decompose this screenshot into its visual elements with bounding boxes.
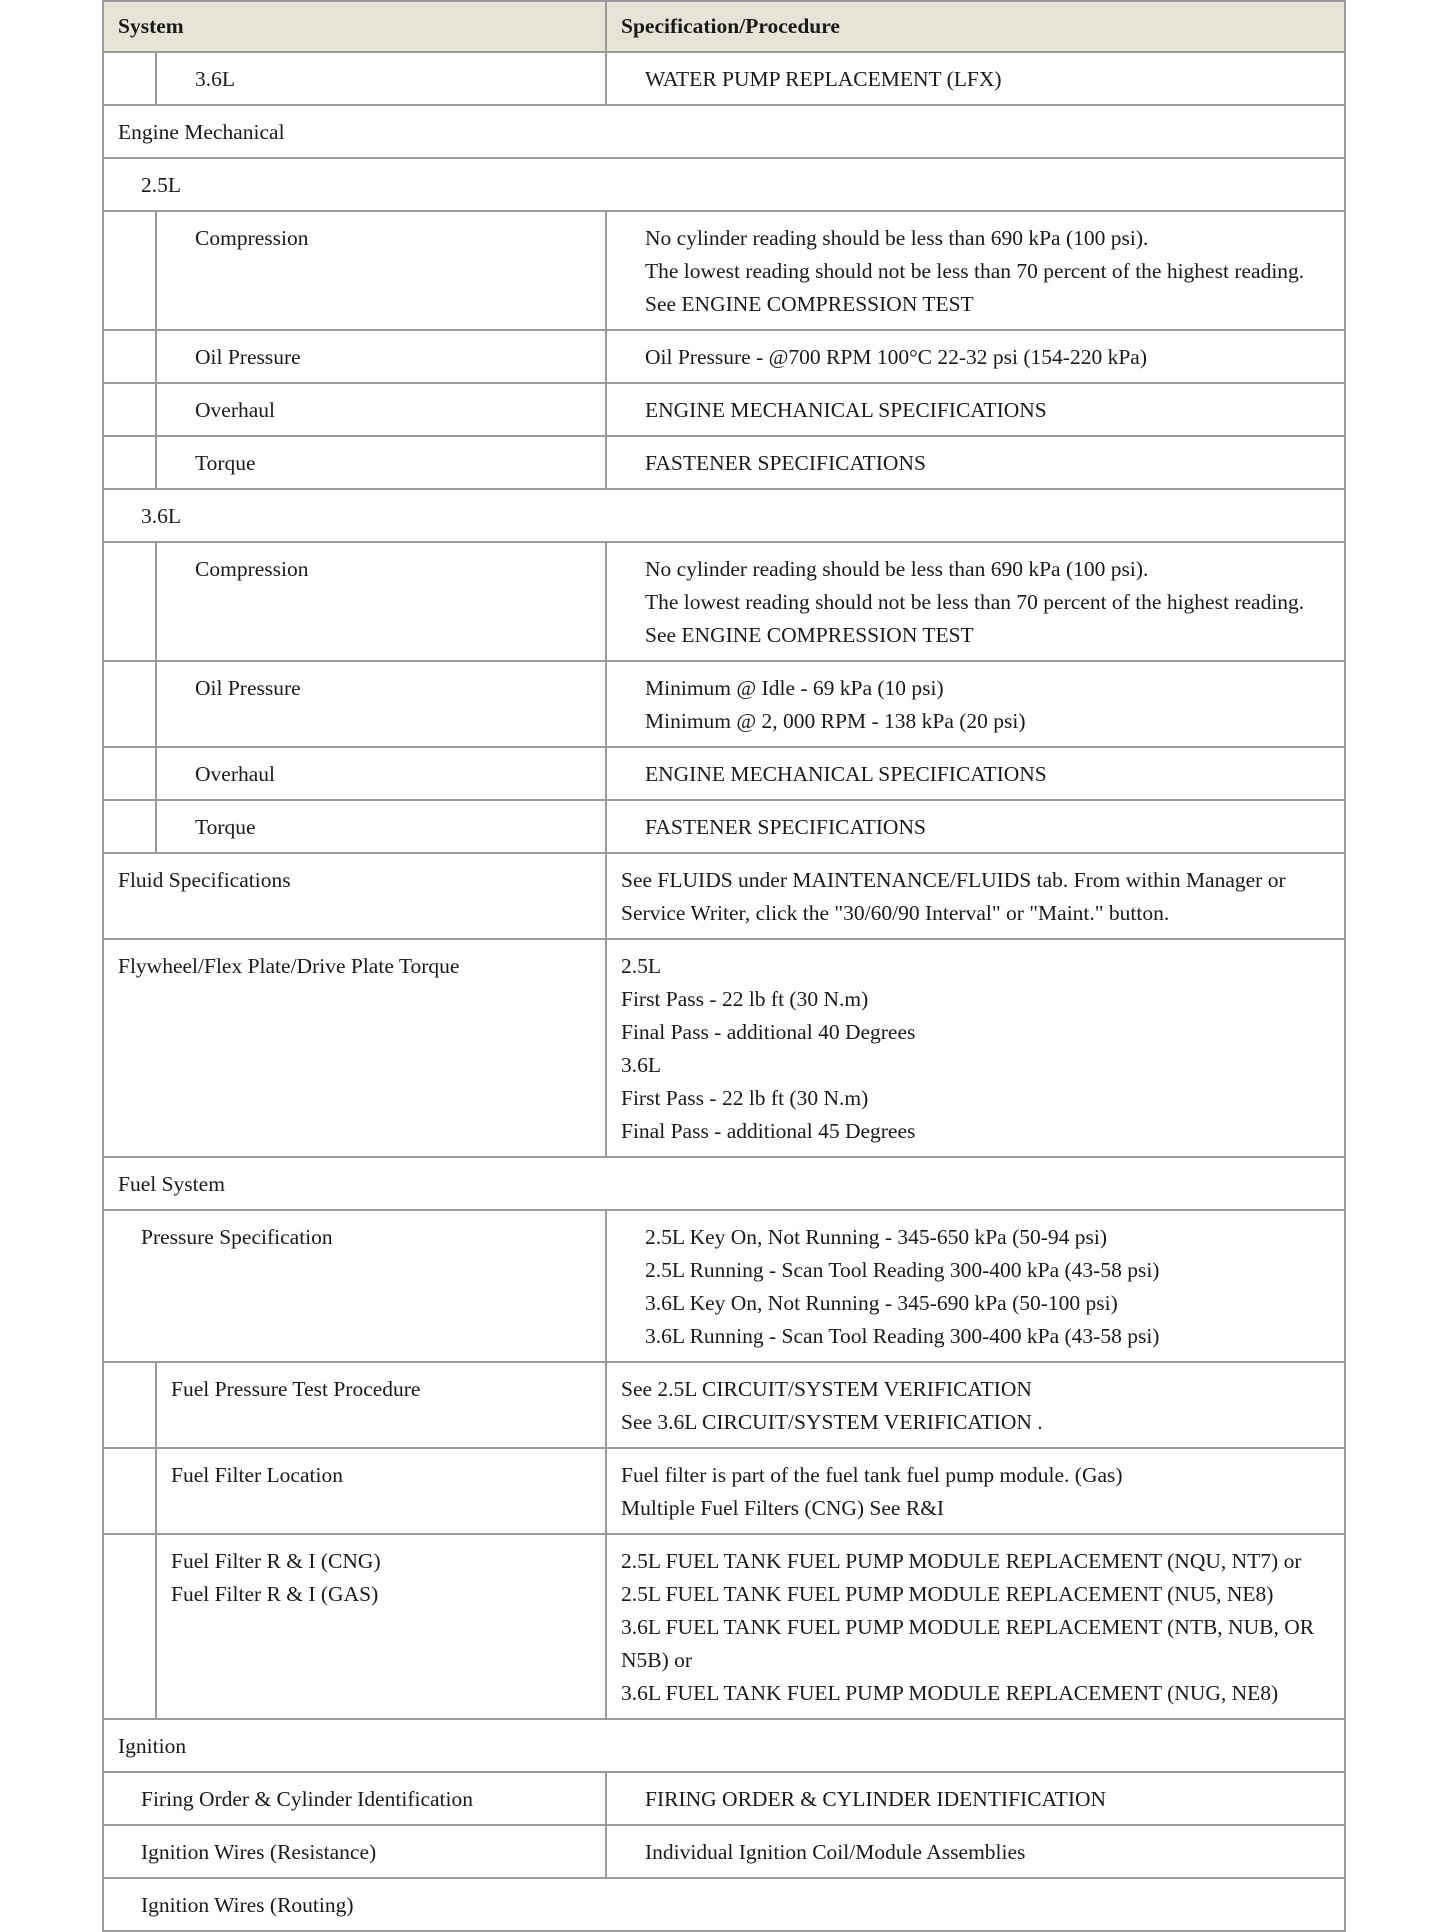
spec-cell — [606, 1534, 1345, 1719]
table-row — [103, 383, 1345, 436]
system-label — [156, 1534, 606, 1719]
spec-line: 3.6L — [621, 1053, 662, 1077]
spec-cell — [606, 1210, 1345, 1362]
system-label: Compression — [156, 542, 606, 661]
spec-cell — [606, 1362, 1345, 1448]
spec-line: Oil Pressure - @700 RPM 100°C 22-32 psi (154-220 kPa) — [645, 345, 1147, 369]
table-body — [103, 52, 1345, 1931]
system-label: Oil Pressure — [156, 330, 606, 383]
spec-cell — [606, 436, 1345, 489]
spec-line: ENGINE MECHANICAL SPECIFICATIONS — [645, 762, 1047, 786]
spec-cell — [606, 1825, 1345, 1878]
spec-line: 2.5L FUEL TANK FUEL PUMP MODULE REPLACEMENT (NQU, NT7) or — [621, 1549, 1302, 1573]
spec-line: 2.5L Running - Scan Tool Reading 300-400 kPa (43-58 psi) — [645, 1258, 1160, 1282]
spec-line: Minimum @ Idle - 69 kPa (10 psi) — [645, 676, 944, 700]
indent-cell — [103, 747, 156, 800]
table-row — [103, 1534, 1345, 1719]
spec-line: See 2.5L CIRCUIT/SYSTEM VERIFICATION — [621, 1377, 1032, 1401]
header-system: System — [103, 1, 606, 52]
section-label: Fuel System — [103, 1157, 1345, 1210]
spec-line: 3.6L FUEL TANK FUEL PUMP MODULE REPLACEMENT (NTB, NUB, OR — [621, 1615, 1315, 1639]
spec-line: WATER PUMP REPLACEMENT (LFX) — [645, 67, 1002, 91]
table-row — [103, 853, 1345, 939]
indent-cell — [103, 800, 156, 853]
table-row — [103, 542, 1345, 661]
spec-cell — [606, 211, 1345, 330]
indent-cell — [103, 1448, 156, 1534]
indent-cell — [103, 542, 156, 661]
spec-cell — [606, 800, 1345, 853]
spec-line: 3.6L Running - Scan Tool Reading 300-400 kPa (43-58 psi) — [645, 1324, 1160, 1348]
table-row — [103, 1878, 1345, 1931]
spec-line: 2.5L Key On, Not Running - 345-650 kPa (50-94 psi) — [645, 1225, 1108, 1249]
table-row — [103, 52, 1345, 105]
spec-line: FASTENER SPECIFICATIONS — [645, 815, 926, 839]
spec-line: Service Writer, click the "30/60/90 Interval" or "Maint." button. — [621, 901, 1170, 925]
system-label: Oil Pressure — [156, 661, 606, 747]
spec-cell — [606, 661, 1345, 747]
spec-line: First Pass - 22 lb ft (30 N.m) — [621, 987, 869, 1011]
system-label: Overhaul — [156, 747, 606, 800]
indent-cell — [103, 661, 156, 747]
spec-line: Fuel filter is part of the fuel tank fuel pump module. (Gas) — [621, 1463, 1123, 1487]
spec-line: 2.5L FUEL TANK FUEL PUMP MODULE REPLACEMENT (NU5, NE8) — [621, 1582, 1274, 1606]
section-label: Ignition — [103, 1719, 1345, 1772]
spec-cell — [606, 330, 1345, 383]
table-row — [103, 1210, 1345, 1362]
spec-line: 3.6L Key On, Not Running - 345-690 kPa (50-100 psi) — [645, 1291, 1118, 1315]
indent-cell — [103, 436, 156, 489]
spec-line: ENGINE MECHANICAL SPECIFICATIONS — [645, 398, 1047, 422]
system-label: Firing Order & Cylinder Identification — [103, 1772, 606, 1825]
system-label: Compression — [156, 211, 606, 330]
system-label: Fuel Pressure Test Procedure — [156, 1362, 606, 1448]
spec-line: First Pass - 22 lb ft (30 N.m) — [621, 1086, 869, 1110]
spec-line: The lowest reading should not be less than 70 percent of the highest reading. — [645, 259, 1305, 283]
indent-cell — [103, 330, 156, 383]
spec-cell — [606, 939, 1345, 1157]
table-row — [103, 939, 1345, 1157]
spec-cell — [606, 853, 1345, 939]
indent-cell — [103, 52, 156, 105]
table-row — [103, 800, 1345, 853]
spec-line: 2.5L — [621, 954, 662, 978]
table-row — [103, 1362, 1345, 1448]
spec-line: Fuel Filter R & I (GAS) — [171, 1582, 379, 1606]
system-label: Ignition Wires (Resistance) — [103, 1825, 606, 1878]
indent-cell — [103, 383, 156, 436]
table-row — [103, 158, 1345, 211]
table-row — [103, 330, 1345, 383]
system-label: Fluid Specifications — [103, 853, 606, 939]
spec-line: 3.6L FUEL TANK FUEL PUMP MODULE REPLACEMENT (NUG, NE8) — [621, 1681, 1279, 1705]
spec-cell — [606, 52, 1345, 105]
indent-cell — [103, 211, 156, 330]
group-label: 3.6L — [103, 489, 1345, 542]
table-row — [103, 489, 1345, 542]
table-row — [103, 1825, 1345, 1878]
table-row — [103, 1157, 1345, 1210]
spec-line: Minimum @ 2, 000 RPM - 138 kPa (20 psi) — [645, 709, 1026, 733]
spec-line: Fuel Filter R & I (CNG) — [171, 1549, 381, 1573]
spec-cell — [606, 1448, 1345, 1534]
table-row — [103, 747, 1345, 800]
spec-cell — [606, 383, 1345, 436]
specification-table — [102, 0, 1346, 1932]
indent-cell — [103, 1362, 156, 1448]
spec-line: See ENGINE COMPRESSION TEST — [645, 623, 974, 647]
spec-line: Individual Ignition Coil/Module Assemblies — [645, 1840, 1026, 1864]
system-label: Torque — [156, 800, 606, 853]
table-row — [103, 1719, 1345, 1772]
system-label: Fuel Filter Location — [156, 1448, 606, 1534]
spec-line: See ENGINE COMPRESSION TEST — [645, 292, 974, 316]
spec-line: See FLUIDS under MAINTENANCE/FLUIDS tab. From within Manager or — [621, 868, 1286, 892]
spec-line: No cylinder reading should be less than 690 kPa (100 psi). — [645, 226, 1149, 250]
system-label: Overhaul — [156, 383, 606, 436]
table-header-row — [103, 1, 1345, 52]
table-row — [103, 1772, 1345, 1825]
indent-cell — [103, 1534, 156, 1719]
spec-cell — [606, 1772, 1345, 1825]
system-label: Torque — [156, 436, 606, 489]
spec-line: FASTENER SPECIFICATIONS — [645, 451, 926, 475]
spec-line: Multiple Fuel Filters (CNG) See R&I — [621, 1496, 945, 1520]
table-row — [103, 105, 1345, 158]
spec-line: N5B) or — [621, 1648, 693, 1672]
table-row — [103, 436, 1345, 489]
group-label: Ignition Wires (Routing) — [103, 1878, 1345, 1931]
spec-line: See 3.6L CIRCUIT/SYSTEM VERIFICATION . — [621, 1410, 1043, 1434]
table-row — [103, 661, 1345, 747]
system-label: Flywheel/Flex Plate/Drive Plate Torque — [103, 939, 606, 1157]
table-row — [103, 1448, 1345, 1534]
section-label: Engine Mechanical — [103, 105, 1345, 158]
table-row — [103, 211, 1345, 330]
spec-line: Final Pass - additional 40 Degrees — [621, 1020, 916, 1044]
system-label: 3.6L — [156, 52, 606, 105]
spec-line: Final Pass - additional 45 Degrees — [621, 1119, 916, 1143]
spec-line: No cylinder reading should be less than 690 kPa (100 psi). — [645, 557, 1149, 581]
system-label: Pressure Specification — [103, 1210, 606, 1362]
spec-line: The lowest reading should not be less than 70 percent of the highest reading. — [645, 590, 1305, 614]
header-specification: Specification/Procedure — [606, 1, 1345, 52]
spec-cell — [606, 542, 1345, 661]
spec-cell — [606, 747, 1345, 800]
group-label: 2.5L — [103, 158, 1345, 211]
spec-line: FIRING ORDER & CYLINDER IDENTIFICATION — [645, 1787, 1107, 1811]
